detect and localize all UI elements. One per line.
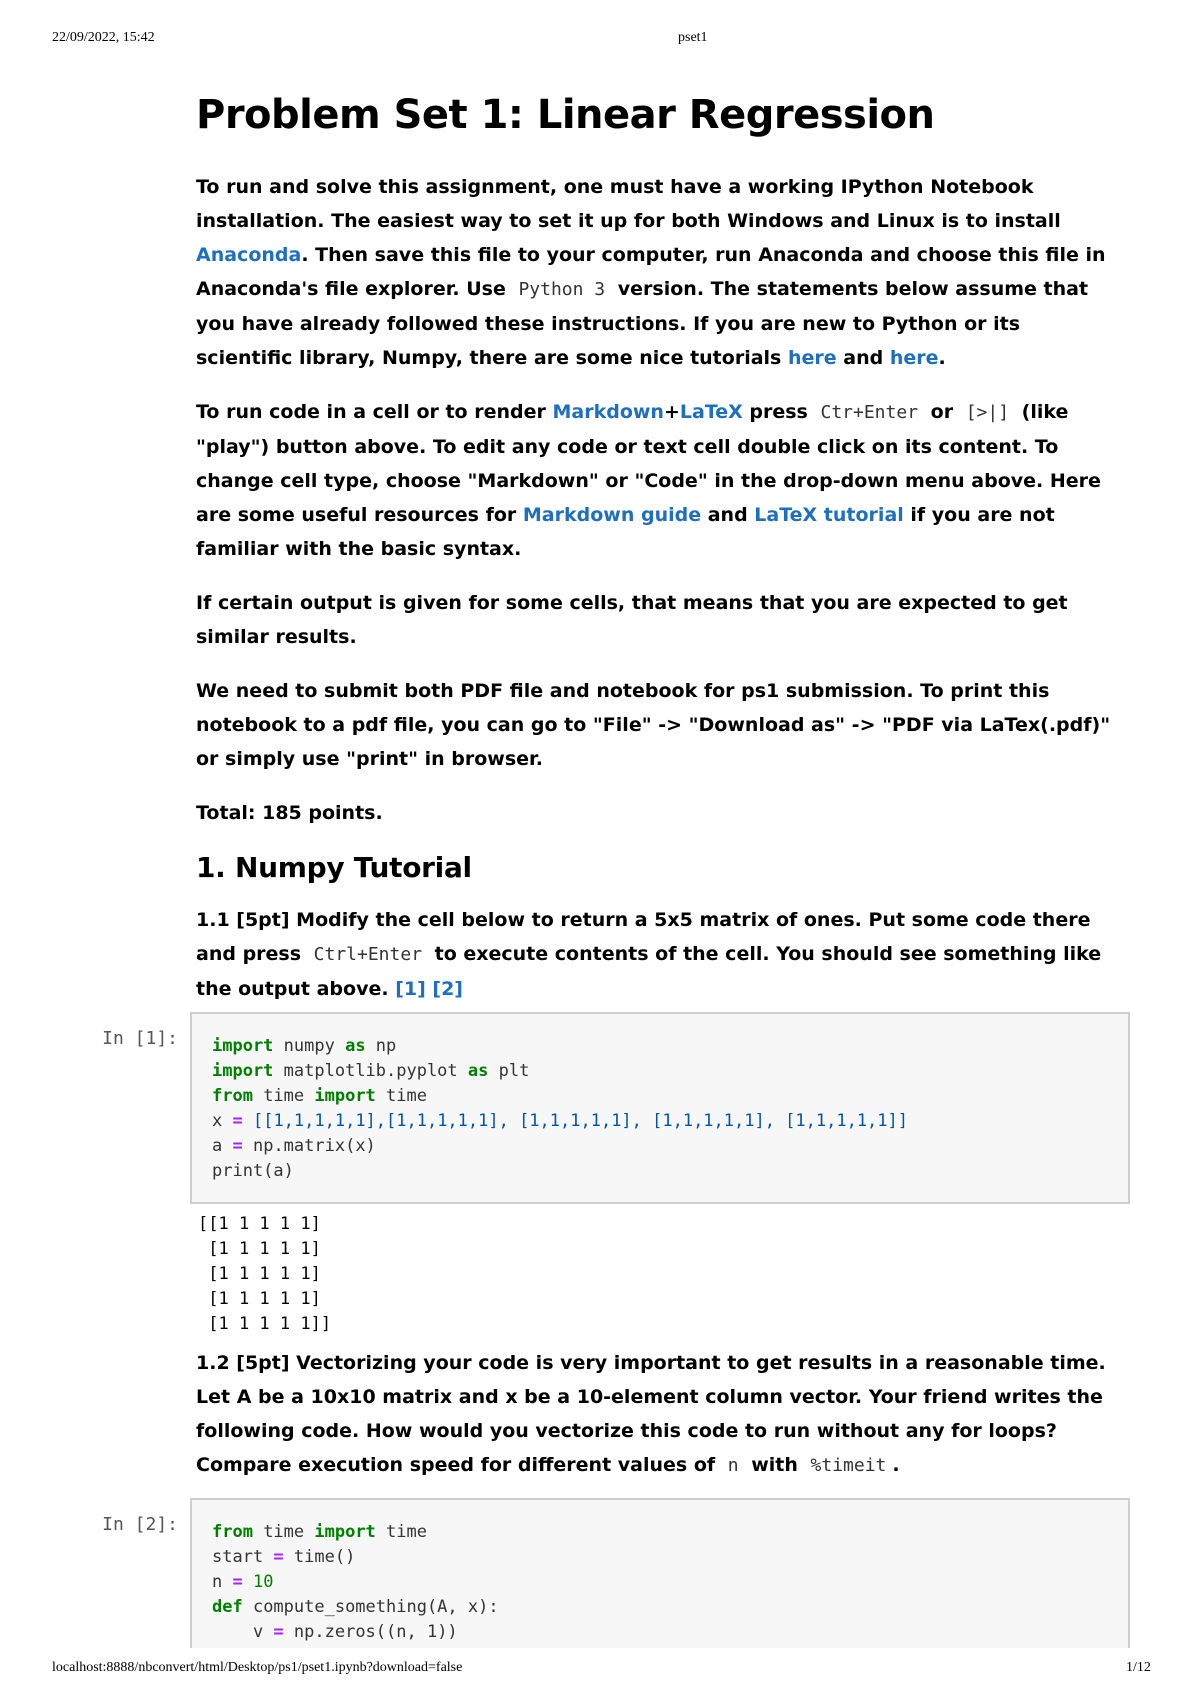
print-footer-url: localhost:8888/nbconvert/html/Desktop/ps1/pset1.ipynb?download=false (52, 1660, 463, 1675)
text: + (663, 401, 680, 423)
text: . Then save this file to your computer, run Anaconda and choose this file in Anaconda's file explorer. Use (196, 244, 1106, 300)
text: and (836, 347, 890, 369)
text: to execute contents of the cell. You should see something like the output above. (196, 943, 1102, 1000)
cell-1-output: [[1 1 1 1 1] [1 1 1 1 1] [1 1 1 1 1] [1 1 1 1 1] [1 1 1 1 1]] (198, 1214, 332, 1334)
markdown-link[interactable]: Markdown (552, 401, 664, 423)
text: Modify the cell below to return a 5x5 matrix of ones. Put some code there and press (196, 909, 1091, 965)
inline-code: n (727, 1455, 739, 1476)
intro-paragraph-run (196, 395, 1116, 566)
markdown-guide-link[interactable]: Markdown guide (522, 504, 702, 526)
inline-code: Ctrl+Enter (313, 944, 423, 965)
print-header-title: pset1 (678, 30, 708, 45)
question-1-2 (196, 1346, 1116, 1483)
text: (like "play") button above. To edit any code or text cell double click on its content. To change cell type, choose "Markdown" or "Code" in the drop-down menu above. Here are some useful resources for (196, 401, 1101, 526)
text: To run code in a cell or to render (196, 401, 553, 423)
code-cell-1-source[interactable]: import numpy as np import matplotlib.pyplot as plt from time import time x = [[1,1,1,1,1],[1,1,1,1,1], [1,1,1,1,1], [1,1,1,1,1], [1,1,1,1,1]] a = np.matrix(x) print(a) (212, 1036, 909, 1181)
print-footer-page: 1/12 (1126, 1660, 1151, 1675)
inline-code: Ctr+Enter (820, 402, 919, 423)
intro-paragraph-submit: We need to submit both PDF file and notebook for ps1 submission. To print this notebook to a pdf file, you can go to "File" -> "Download as" -> "PDF via LaTex(.pdf)" or simply use "print" in browser. (196, 680, 1111, 770)
tutorial-link-2[interactable]: here (889, 347, 939, 369)
code-cell-2[interactable] (190, 1498, 1130, 1648)
cell-2-prompt: In [2]: (102, 1514, 178, 1535)
print-header-date: 22/09/2022, 15:42 (52, 30, 155, 45)
anaconda-link[interactable]: Anaconda (196, 244, 302, 266)
question-1-1 (196, 903, 1116, 1006)
code-cell-1[interactable] (190, 1012, 1130, 1204)
notebook-content (196, 90, 1116, 1026)
text: or (924, 401, 960, 423)
total-points: Total: 185 points. (196, 802, 383, 824)
intro-paragraph-setup (196, 170, 1116, 375)
text: To run and solve this assignment, one must have a working IPython Notebook installation. The easiest way to set it up for both Windows and Linux is to install (196, 176, 1061, 232)
inline-code: %timeit (810, 1455, 887, 1476)
latex-tutorial-link[interactable]: LaTeX tutorial (754, 504, 904, 526)
code-cell-2-source[interactable]: from time import time start = time() n = 10 def compute_something(A, x): v = np.zeros((n, 1)) (212, 1522, 499, 1642)
text: . (938, 347, 946, 369)
inline-code: Python 3 (518, 279, 606, 300)
question-label: 1.2 [5pt] (196, 1352, 290, 1374)
reference-link-2[interactable]: [2] (432, 978, 463, 1000)
text: version. The statements below assume that you have already followed these instructions. If you are new to Python or its scientific library, Numpy, there are some nice tutorials (196, 278, 1089, 369)
inline-code: [>|] (965, 402, 1010, 423)
tutorial-link-1[interactable]: here (787, 347, 837, 369)
text: Vectorizing your code is very important to get results in a reasonable time. Let A be a 10x10 matrix and x be a 10-element column vector. Your friend writes the following code. How would you vectorize this code to run without any for loops? Compare execution speed for different values of (196, 1352, 1106, 1476)
text: . (892, 1454, 900, 1476)
page-title: Problem Set 1: Linear Regression (196, 92, 935, 138)
text: if you are not familiar with the basic syntax. (196, 504, 1055, 560)
reference-link-1[interactable]: [1] (395, 978, 426, 1000)
text: and (701, 504, 755, 526)
cell-1-prompt: In [1]: (102, 1028, 178, 1049)
question-label: 1.1 [5pt] (196, 909, 290, 931)
text: with (744, 1454, 805, 1476)
text: press (742, 401, 815, 423)
latex-link[interactable]: LaTeX (679, 401, 743, 423)
intro-paragraph-output: If certain output is given for some cells, that means that you are expected to get similar results. (196, 592, 1068, 648)
section-heading-numpy: 1. Numpy Tutorial (196, 851, 472, 884)
